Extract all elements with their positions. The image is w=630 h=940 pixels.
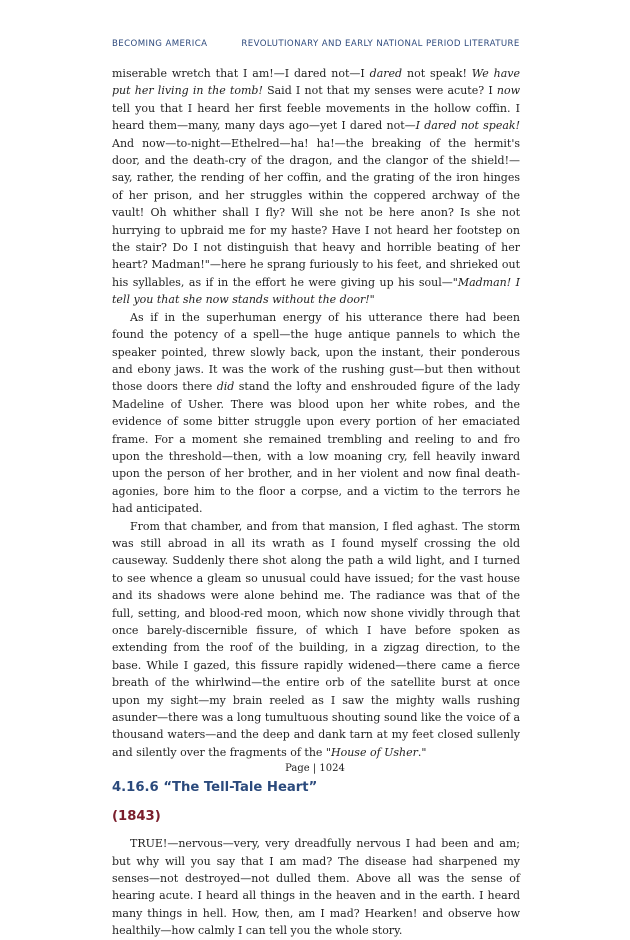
text-run: stand the lofty and enshrouded figure of the lady Madeline of Usher. There was blood upon her white robes, and the evidence of some bitter struggle upon every portion of her emaciated frame. For a moment she remained trembling and reeling to and fro upon the threshold—then, with a low moaning cry, fell heavily inward upon the person of her brother, and in her violent and now final death-agonies, bore him to the floor a corpse, and a victim to the terrors he had anticipated. — [112, 380, 521, 516]
running-header — [112, 39, 532, 49]
section-year: (1843) — [112, 809, 161, 825]
text-run: And now—to-night—Ethelred—ha! ha!—the breaking of the hermit's door, and the death-cry of the dragon, and the clangor of the shield!—say, rather, the rending of her coffin, and the grating of the iron hinges of her prison, and her struggles within the coppered archway of the vault! Oh whither shall I fly? Will she not be here anon? Is she not hurrying to upbraid me for my haste? Have I not heard her footstep on the stair? Do I not distinguish that heavy and horrible beating of her heart? Madman!"—here he sprang furiously to his feet, and shrieked out his syllables, as if in the effort he were giving up his soul—" — [112, 136, 520, 289]
text-run: Said I not that my senses were acute? I — [262, 84, 497, 98]
paragraph-4: TRUE!—nervous—very, very dreadfully nervous I had been and am; but why will you say that I am mad? The disease had sharpened my senses—not destroyed—not dulled them. Above all was the sense of hearing acute. I heard all things in the heaven and in the earth. I heard many things in hell. How, then, am I mad? Hearken! and observe how healthily—how calmly I can tell you the whole story. — [112, 837, 520, 938]
italic-run: We have put her living in the tomb! — [112, 67, 520, 98]
text-run: not speak! — [402, 67, 472, 80]
page-number: Page | 1024 — [285, 763, 345, 774]
section-heading: 4.16.6 “The Tell-Tale Heart” — [112, 780, 318, 796]
text-run: tell you that I heard her first feeble movements in the hollow coffin. I heard them—many, many days ago—yet I dared not— — [112, 101, 520, 133]
paragraph-1 — [112, 65, 520, 309]
text-run: From that chamber, and from that mansion, I fled aghast. The storm was still abroad in all its wrath as I found myself crossing the old causeway. Suddenly there shot along the path a wild light, and I turned to see whence a gleam so unusual could have issued; for the vast house and its shadows were alone behind me. The radiance was that of the full, setting, and blood-red moon, which now shone vividly through that once barely-discernible fissure, of which I have before spoken as extending from the roof of the building, in a zigzag direction, to the base. While I gazed, this fissure rapidly widened—there came a fierce breath of the whirlwind—the entire orb of the satellite burst at once upon my sight—my brain reeled as I saw the mighty walls rushing asunder—there was a long tumultuous shouting sound like the voice of a thousand waters—and the deep and dank tarn at my feet closed sullenly and silently over the fragments of the " — [112, 519, 520, 759]
italic-run: dared — [369, 67, 403, 80]
italic-run: did — [216, 380, 235, 394]
paragraph-2 — [112, 309, 520, 518]
italic-run: House of Usher — [331, 745, 418, 759]
text-run: As if in the superhuman energy of his utterance there had been found the potency of a spell—the huge antique pannels to which the speaker pointed, threw slowly back, upon the instant, their ponderous and ebony jaws. It was the work of the rushing gust—but then without those doors there — [112, 310, 520, 394]
header-book-title: BECOMING AMERICA — [112, 39, 208, 49]
italic-run: Madman! I tell you that she now stands without the door! — [112, 275, 521, 307]
italic-run: I dared not speak! — [415, 119, 520, 133]
text-run: " — [369, 293, 375, 307]
header-section-title: REVOLUTIONARY AND EARLY NATIONAL PERIOD LITERATURE — [241, 39, 520, 49]
text-run: ." — [417, 745, 427, 759]
italic-run: now — [496, 84, 520, 98]
paragraph-3 — [112, 518, 520, 762]
text-run: miserable wretch that I am!—I dared not—I — [112, 67, 370, 80]
page-body — [112, 65, 520, 940]
